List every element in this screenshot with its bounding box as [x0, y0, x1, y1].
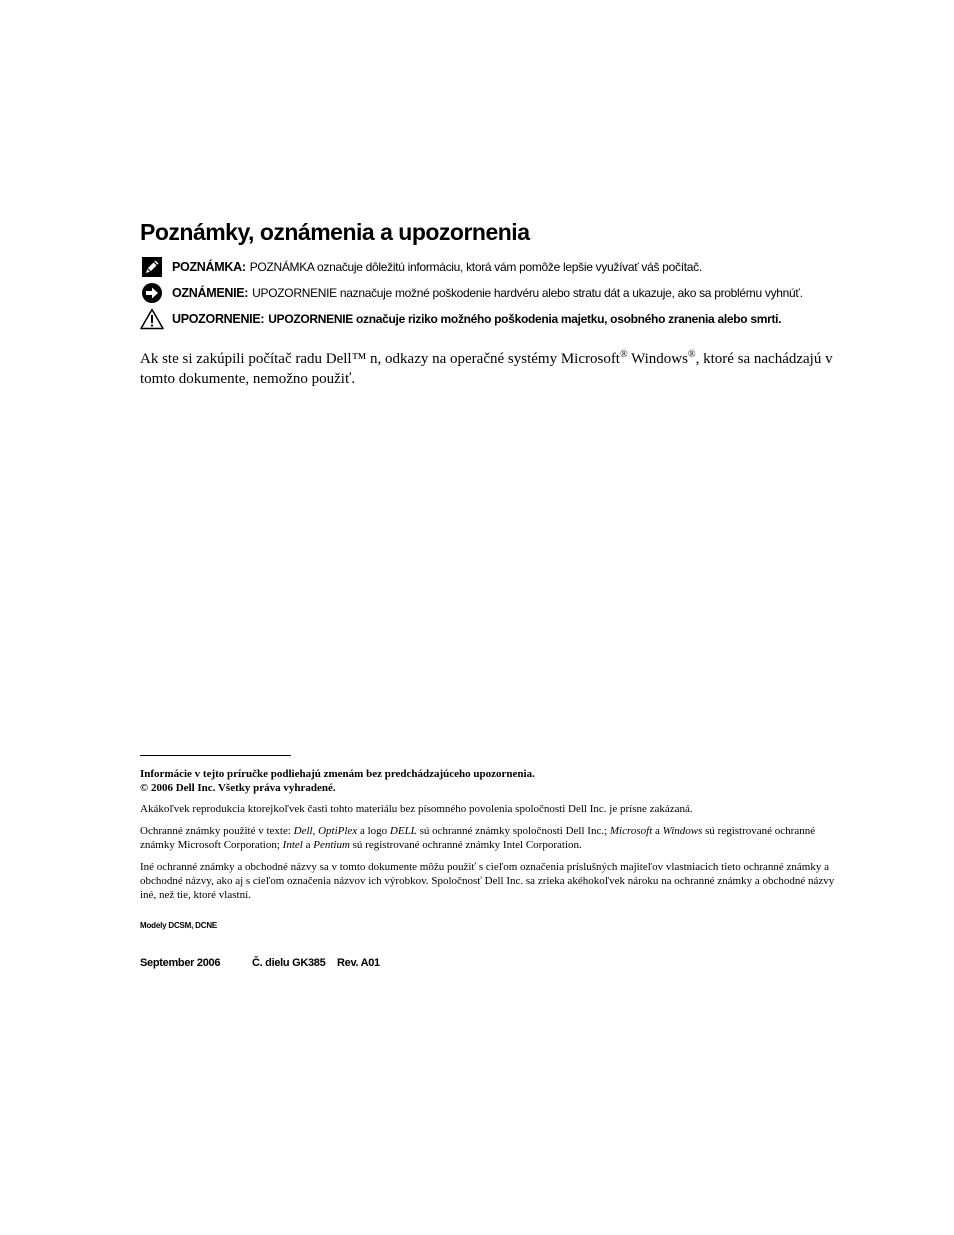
- caution-text: UPOZORNENIE označuje riziko možného poškodenia majetku, osobného zranenia alebo smrti.: [268, 312, 782, 326]
- tm-text: a: [652, 825, 663, 837]
- revision: Rev. A01: [337, 957, 380, 969]
- change-notice: Informácie v tejto príručke podliehajú zmenám bez predchádzajúceho upozornenia.: [140, 768, 535, 780]
- tm-text: sú ochranné známky spoločnosti Dell Inc.;: [416, 825, 610, 837]
- intro-paragraph: [140, 349, 850, 389]
- tm-microsoft: Microsoft: [609, 825, 653, 837]
- reproduction-notice: Akákoľvek reprodukcia ktorejkoľvek časti tohto materiálu bez písomného povolenia spoločnosti Dell Inc. je prísne zakázaná.: [140, 803, 693, 815]
- notice-notice: [140, 282, 803, 304]
- tm-dell-logo: DELL: [389, 825, 417, 837]
- registered-mark: ®: [619, 349, 628, 360]
- other-trademarks: Iné ochranné známky a obchodné názvy sa v tomto dokumente môžu použiť s cieľom označenia príslušných majiteľov vlastniacich tieto ochranné známky a obchodné názvy, ako aj s cieľom označenia názvov ich výrobkov. Spoločnosť Dell Inc. sa zrieka akéhokoľvek nároku na ochranné známky a obchodné názvy iné, než tie, ktoré vlastní.: [140, 861, 835, 901]
- tm-pentium: Pentium: [313, 839, 350, 851]
- tm-optiplex: OptiPlex: [318, 825, 358, 837]
- tm-intel: Intel: [282, 839, 303, 851]
- note-text: POZNÁMKA označuje dôležitú informáciu, ktorá vám pomôže lepšie využívať váš počítač.: [249, 260, 702, 274]
- warning-triangle-icon: [140, 308, 164, 330]
- tm-dell: Dell: [293, 825, 313, 837]
- tm-text: ,: [312, 825, 319, 837]
- part-number: Č. dielu GK385: [252, 957, 326, 969]
- caution-notice: [140, 308, 781, 330]
- publication-date: September 2006: [140, 957, 221, 969]
- note-label: POZNÁMKA:: [172, 260, 246, 274]
- tm-text: Ochranné známky použité v texte:: [140, 825, 294, 837]
- tm-text: a logo: [357, 825, 390, 837]
- arrow-circle-icon: [140, 282, 164, 304]
- registered-mark: ®: [687, 349, 696, 360]
- tm-text: a: [302, 839, 314, 851]
- tm-text: sú registrované ochranné známky Microsoft Corporation;: [140, 825, 816, 851]
- page-title: Poznámky, oznámenia a upozornenia: [140, 219, 530, 245]
- intro-part-1: Ak ste si zakúpili počítač radu Dell™ n, odkazy na operačné systémy Microsoft: [140, 351, 620, 367]
- footnote-divider: [140, 755, 291, 756]
- tm-windows: Windows: [662, 825, 703, 837]
- intro-part-3: , ktoré sa nachádzajú v tomto dokumente, nemožno použiť.: [140, 351, 833, 387]
- intro-part-2: Windows: [627, 351, 688, 367]
- trademarks-paragraph: [140, 824, 850, 852]
- pencil-note-icon: [140, 256, 164, 278]
- note-notice: [140, 256, 702, 278]
- copyright: © 2006 Dell Inc. Všetky práva vyhradené.: [140, 782, 336, 794]
- tm-text: sú registrované ochranné známky Intel Corporation.: [349, 839, 582, 851]
- caution-label: UPOZORNENIE:: [172, 312, 265, 326]
- notice-text: UPOZORNENIE naznačuje možné poškodenie hardvéru alebo stratu dát a ukazuje, ako sa problému vyhnúť.: [252, 286, 803, 300]
- model-numbers: Modely DCSM, DCNE: [140, 921, 218, 930]
- notice-label: OZNÁMENIE:: [172, 286, 249, 300]
